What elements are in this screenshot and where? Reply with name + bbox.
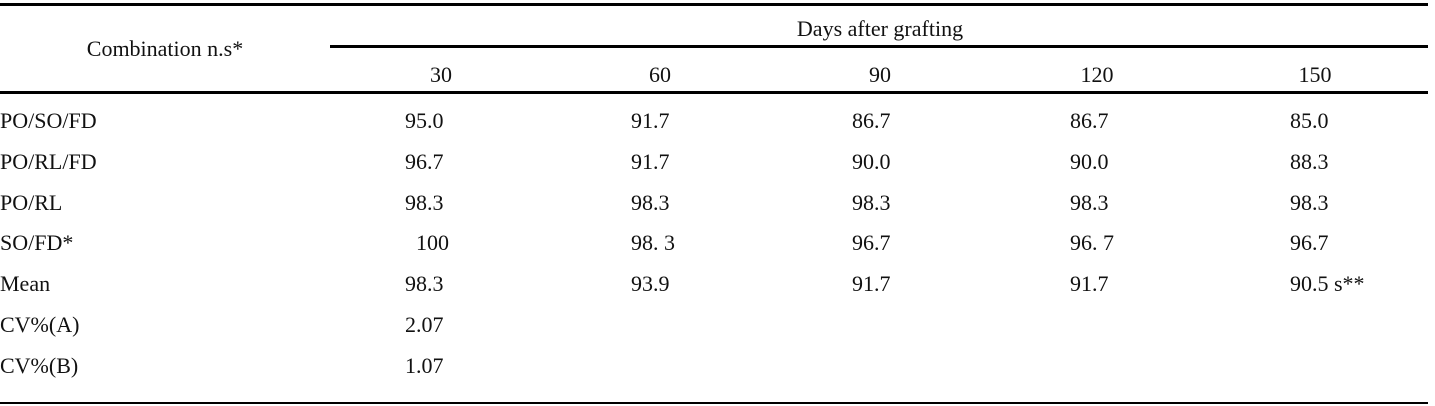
- table-cell: 90.5 s**: [1290, 271, 1365, 296]
- row-label: PO/RL: [0, 190, 63, 215]
- table-cell: 98. 3: [631, 230, 675, 255]
- table-cell: 1.07: [405, 353, 444, 378]
- row-label: PO/RL/FD: [0, 149, 97, 174]
- bottom-rule: [0, 402, 1428, 404]
- table-cell: 91.7: [631, 108, 670, 133]
- table-cell: 86.7: [1070, 108, 1109, 133]
- column-header-120: 120: [1080, 62, 1114, 87]
- table-cell: 98.3: [852, 190, 891, 215]
- row-label: CV%(A): [0, 312, 80, 337]
- table-cell: 91.7: [852, 271, 891, 296]
- table-cell: 98.3: [1290, 190, 1329, 215]
- table-cell: 88.3: [1290, 149, 1329, 174]
- table-cell: 95.0: [405, 108, 444, 133]
- column-header-150: 150: [1298, 62, 1332, 87]
- table-cell: 90.0: [852, 149, 891, 174]
- column-header-90: 90: [869, 62, 891, 87]
- row-label: PO/SO/FD: [0, 108, 97, 133]
- table-cell: 98.3: [405, 190, 444, 215]
- table-cell: 96.7: [1290, 230, 1329, 255]
- table-cell: 85.0: [1290, 108, 1329, 133]
- table-cell: 98.3: [405, 271, 444, 296]
- table-cell: 90.0: [1070, 149, 1109, 174]
- group-header: Days after grafting: [796, 16, 964, 41]
- group-header-rule: [330, 45, 1428, 48]
- top-rule: [0, 3, 1428, 6]
- header-bottom-rule: [0, 91, 1428, 94]
- row-label: SO/FD*: [0, 230, 74, 255]
- table-cell: 91.7: [1070, 271, 1109, 296]
- table-cell: 91.7: [631, 149, 670, 174]
- row-label: CV%(B): [0, 353, 79, 378]
- table-cell: 100: [416, 230, 449, 255]
- table-cell: 96.7: [405, 149, 444, 174]
- table-cell: 98.3: [631, 190, 670, 215]
- table-cell: 98.3: [1070, 190, 1109, 215]
- table-cell: 96.7: [852, 230, 891, 255]
- row-label: Mean: [0, 271, 51, 296]
- table-cell: 96. 7: [1070, 230, 1114, 255]
- column-header-60: 60: [649, 62, 671, 87]
- table-cell: 2.07: [405, 312, 444, 337]
- table-cell: 93.9: [631, 271, 670, 296]
- column-header-30: 30: [430, 62, 452, 87]
- table-cell: 86.7: [852, 108, 891, 133]
- row-header: Combination n.s*: [86, 36, 244, 61]
